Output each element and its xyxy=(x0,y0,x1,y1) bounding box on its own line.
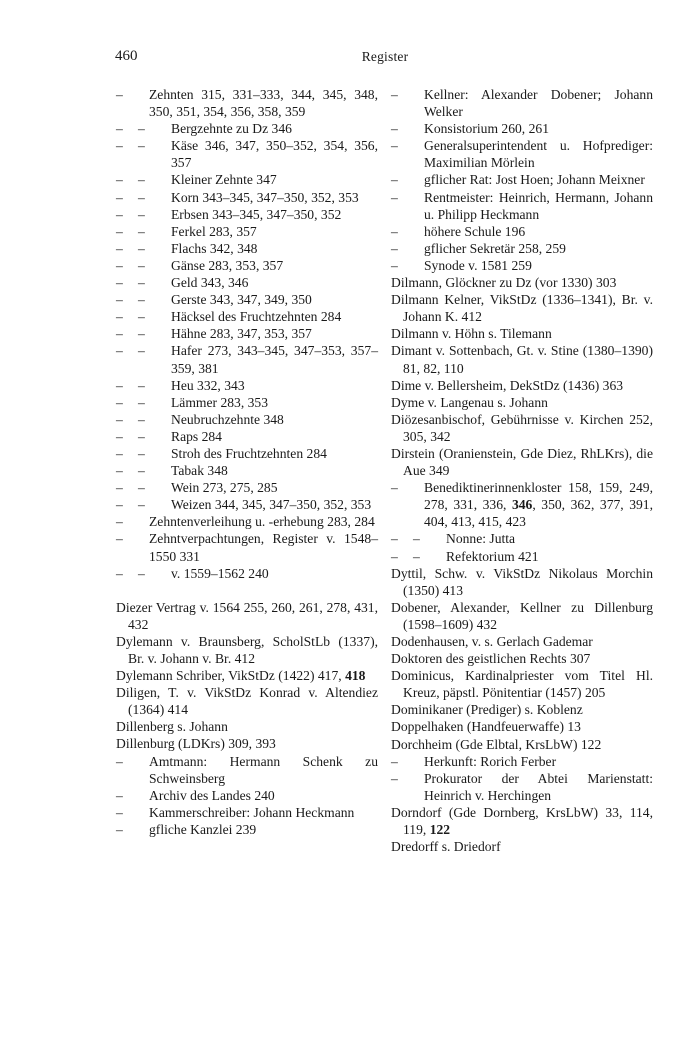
entry-text: höhere Schule 196 xyxy=(424,223,526,239)
entry-text: Refektorium 421 xyxy=(446,548,539,564)
entry-text: Dominikaner (Prediger) s. Koblenz xyxy=(391,702,583,718)
dash-marker: – xyxy=(116,531,123,547)
dash-marker: – xyxy=(116,257,123,273)
index-subentry xyxy=(391,753,653,770)
entry-text: Kammerschreiber: Johann Heckmann xyxy=(149,804,355,820)
dash-marker: – xyxy=(391,223,398,239)
page-number: 460 xyxy=(115,48,138,64)
dash-marker: – xyxy=(413,531,420,547)
dash-marker: – xyxy=(116,206,123,222)
entry-text: Dirstein (Oranienstein, Gde Diez, RhLKrs), die Aue 349 xyxy=(391,445,653,479)
index-entry xyxy=(391,599,653,633)
entry-text: Dorchheim (Gde Elbtal, KrsLbW) 122 xyxy=(391,736,602,752)
index-subentry xyxy=(116,462,378,479)
dash-marker: – xyxy=(138,480,145,496)
index-entry xyxy=(391,838,653,855)
entry-text: Dodenhausen, v. s. Gerlach Gademar xyxy=(391,634,593,649)
index-subentry xyxy=(116,753,378,787)
index-entry xyxy=(391,377,653,394)
dash-marker: – xyxy=(138,463,145,479)
dash-marker: – xyxy=(391,240,398,256)
index-entry xyxy=(391,701,653,718)
entry-text: Diözesanbischof, Gebührnisse v. Kirchen 252, 305, 342 xyxy=(391,411,653,444)
entry-text: Dimant v. Sottenbach, Gt. v. Stine (1380–1390) 81, 82, 110 xyxy=(391,343,653,376)
dash-marker: – xyxy=(138,411,145,427)
index-entry xyxy=(391,394,653,411)
dash-marker: – xyxy=(116,172,123,188)
index-subentry xyxy=(116,308,378,325)
dash-marker: – xyxy=(116,292,123,308)
dash-marker: – xyxy=(391,172,398,188)
index-subentry xyxy=(391,223,653,240)
dash-marker: – xyxy=(116,121,123,137)
index-subentry xyxy=(116,223,378,240)
entry-text: Ferkel 283, 357 xyxy=(171,223,257,239)
entry-text: Hähne 283, 347, 353, 357 xyxy=(171,326,312,342)
entry-text: Dillenburg (LDKrs) 309, 393 xyxy=(116,736,276,752)
entry-text: Nonne: Jutta xyxy=(446,531,516,547)
entry-text: Lämmer 283, 353 xyxy=(171,394,269,410)
index-entry xyxy=(116,735,378,752)
dash-marker: – xyxy=(138,497,145,513)
dash-marker: – xyxy=(116,240,123,256)
index-subentry xyxy=(116,274,378,291)
entry-text: Tabak 348 xyxy=(171,463,228,479)
index-subentry xyxy=(391,171,653,188)
index-subentry xyxy=(116,206,378,223)
dash-marker: – xyxy=(116,326,123,342)
index-entry xyxy=(391,718,653,735)
dash-marker: – xyxy=(116,787,123,803)
index-entry xyxy=(391,633,653,650)
dash-marker: – xyxy=(138,343,145,359)
index-entry xyxy=(391,565,653,599)
index-subentry xyxy=(391,548,653,565)
index-subentry xyxy=(116,137,378,171)
index-entry xyxy=(391,325,653,342)
entry-text: Herkunft: Rorich Ferber xyxy=(424,753,557,769)
index-entry xyxy=(116,599,378,633)
dash-marker: – xyxy=(116,804,123,820)
dash-marker: – xyxy=(138,275,145,291)
entry-text: Doppelhaken (Handfeuerwaffe) 13 xyxy=(391,719,581,735)
index-subentry xyxy=(116,479,378,496)
index-subentry xyxy=(116,120,378,137)
section-gap xyxy=(116,582,378,599)
entry-text: Kellner: Alexander Dobener; Johann Welker xyxy=(424,87,653,120)
entry-text: Dyme v. Langenau s. Johann xyxy=(391,394,548,410)
dash-marker: – xyxy=(391,770,398,786)
dash-marker: – xyxy=(138,326,145,342)
index-entry xyxy=(391,291,653,325)
dash-marker: – xyxy=(116,497,123,513)
entry-text: Rentmeister: Heinrich, Hermann, Johann u. Philipp Heckmann xyxy=(424,189,653,222)
index-subentry xyxy=(116,411,378,428)
dash-marker: – xyxy=(391,480,398,496)
index-entry xyxy=(391,650,653,667)
entry-text: Stroh des Fruchtzehnten 284 xyxy=(171,445,327,461)
entry-text: Dime v. Bellersheim, DekStDz (1436) 363 xyxy=(391,377,624,393)
dash-marker: – xyxy=(391,548,398,564)
entry-text: Erbsen 343–345, 347–350, 352 xyxy=(171,206,342,222)
entry-text: Dillenberg s. Johann xyxy=(116,719,228,735)
index-subentry xyxy=(116,86,378,120)
entry-text: gflicher Sekretär 258, 259 xyxy=(424,240,566,256)
index-subentry xyxy=(116,189,378,206)
index-subentry xyxy=(116,565,378,582)
index-subentry xyxy=(116,394,378,411)
entry-text: Amtmann: Hermann Schenk zu Schweinsberg xyxy=(149,753,378,786)
entry-text: Diezer Vertrag v. 1564 255, 260, 261, 278, 431, 432 xyxy=(116,599,378,632)
dash-marker: – xyxy=(138,189,145,205)
dash-marker: – xyxy=(391,753,398,769)
entry-text: Geld 343, 346 xyxy=(171,275,249,291)
entry-text: Generalsuperintendent u. Hofprediger: Maximilian Mörlein xyxy=(424,138,653,171)
dash-marker: – xyxy=(116,514,123,530)
dash-marker: – xyxy=(138,206,145,222)
dash-marker: – xyxy=(138,121,145,137)
entry-text: Gänse 283, 353, 357 xyxy=(171,257,284,273)
index-entry xyxy=(391,736,653,753)
index-subentry xyxy=(116,257,378,274)
index-entry xyxy=(391,804,653,838)
index-subentry xyxy=(391,479,653,530)
index-entry xyxy=(116,633,378,667)
entry-text: Zehntenverleihung u. -erhebung 283, 284 xyxy=(149,514,375,530)
entry-text: Dilmann, Glöckner zu Dz (vor 1330) 303 xyxy=(391,275,617,291)
index-subentry xyxy=(116,821,378,838)
dash-marker: – xyxy=(413,548,420,564)
dash-marker: – xyxy=(116,189,123,205)
entry-text: Dominicus, Kardinalpriester vom Titel Hl. Kreuz, päpstl. Pönitentiar (1457) 205 xyxy=(391,668,653,701)
dash-marker: – xyxy=(138,428,145,444)
dash-marker: – xyxy=(138,240,145,256)
index-entry xyxy=(391,274,653,291)
entry-text: Korn 343–345, 347–350, 352, 353 xyxy=(171,189,359,205)
entry-text: Wein 273, 275, 285 xyxy=(171,480,278,496)
dash-marker: – xyxy=(116,463,123,479)
index-column-right xyxy=(391,86,653,855)
entry-text: Dredorff s. Driedorf xyxy=(391,839,501,855)
entry-text: Dilmann v. Höhn s. Tilemann xyxy=(391,326,552,342)
entry-text: gflicher Rat: Jost Hoen; Johann Meixner xyxy=(424,172,645,188)
dash-marker: – xyxy=(138,172,145,188)
bold-page-ref: 346 xyxy=(511,497,533,513)
index-subentry xyxy=(116,428,378,445)
entry-text: Archiv des Landes 240 xyxy=(149,787,275,803)
index-subentry xyxy=(116,804,378,821)
dash-marker: – xyxy=(116,394,123,410)
dash-marker: – xyxy=(116,309,123,325)
dash-marker: – xyxy=(138,309,145,325)
dash-marker: – xyxy=(391,87,398,102)
dash-marker: – xyxy=(138,138,145,154)
entry-text: Käse 346, 347, 350–352, 354, 356, 357 xyxy=(171,138,378,171)
dash-marker: – xyxy=(116,753,123,769)
dash-marker: – xyxy=(116,343,123,359)
entry-text: gfliche Kanzlei 239 xyxy=(149,821,257,837)
entry-text: Konsistorium 260, 261 xyxy=(424,121,549,137)
dash-marker: – xyxy=(116,821,123,837)
dash-marker: – xyxy=(138,565,145,581)
dash-marker: – xyxy=(116,138,123,154)
bold-page-ref: 418 xyxy=(345,668,366,684)
index-subentry xyxy=(391,240,653,257)
entry-text: Neubruchzehnte 348 xyxy=(171,411,284,427)
entry-text: Hafer 273, 343–345, 347–353, 357–359, 381 xyxy=(171,343,378,376)
index-subentry xyxy=(391,120,653,137)
index-subentry xyxy=(116,787,378,804)
dash-marker: – xyxy=(116,275,123,291)
index-subentry xyxy=(391,257,653,274)
index-entry xyxy=(391,667,653,701)
dash-marker: – xyxy=(116,223,123,239)
dash-marker: – xyxy=(138,223,145,239)
entry-text: Zehnten 315, 331–333, 344, 345, 348, 350, 351, 354, 356, 358, 359 xyxy=(149,87,378,120)
dash-marker: – xyxy=(116,377,123,393)
entry-text: Heu 332, 343 xyxy=(171,377,245,393)
entry-text: Flachs 342, 348 xyxy=(171,240,258,256)
entry-text: Synode v. 1581 259 xyxy=(424,257,532,273)
dash-marker: – xyxy=(138,292,145,308)
dash-marker: – xyxy=(116,411,123,427)
dash-marker: – xyxy=(138,445,145,461)
dash-marker: – xyxy=(116,480,123,496)
index-column-left xyxy=(116,86,378,838)
dash-marker: – xyxy=(391,189,398,205)
index-subentry xyxy=(116,377,378,394)
dash-marker: – xyxy=(391,257,398,273)
dash-marker: – xyxy=(391,121,398,137)
entry-text: Diligen, T. v. VikStDz Konrad v. Altendiez (1364) 414 xyxy=(116,685,378,718)
dash-marker: – xyxy=(391,138,398,154)
index-subentry xyxy=(116,291,378,308)
entry-text: Dylemann Schriber, VikStDz (1422) 417, xyxy=(116,668,346,684)
index-subentry xyxy=(116,171,378,188)
index-subentry xyxy=(391,770,653,804)
entry-text: Häcksel des Fruchtzehnten 284 xyxy=(171,309,342,325)
index-entry xyxy=(116,667,378,684)
entry-text: Dorndorf (Gde Dornberg, KrsLbW) 33, 114, 119, xyxy=(391,804,653,838)
entry-text: Dyttil, Schw. v. VikStDz Nikolaus Morchin (1350) 413 xyxy=(391,565,653,598)
index-subentry xyxy=(391,86,653,120)
dash-marker: – xyxy=(138,377,145,393)
entry-text-continued: , 350, 362, 377, 391, 404, 413, 415, 423 xyxy=(424,497,654,530)
entry-text: Dobener, Alexander, Kellner zu Dillenburg (1598–1609) 432 xyxy=(391,599,653,632)
index-subentry xyxy=(391,137,653,171)
dash-marker: – xyxy=(138,257,145,273)
index-subentry xyxy=(116,496,378,513)
entry-text: Dilmann Kelner, VikStDz (1336–1341), Br. v. Johann K. 412 xyxy=(391,292,653,325)
index-entry xyxy=(391,342,653,376)
entry-text: Doktoren des geistlichen Rechts 307 xyxy=(391,651,591,667)
index-entry xyxy=(391,445,653,479)
dash-marker: – xyxy=(391,531,398,547)
dash-marker: – xyxy=(116,428,123,444)
entry-text: Gerste 343, 347, 349, 350 xyxy=(171,292,312,308)
bold-page-ref: 122 xyxy=(429,822,451,838)
index-entry xyxy=(116,718,378,735)
entry-text: Kleiner Zehnte 347 xyxy=(171,172,277,188)
dash-marker: – xyxy=(116,565,123,581)
entry-text: Raps 284 xyxy=(171,428,222,444)
entry-text: Weizen 344, 345, 347–350, 352, 353 xyxy=(171,497,372,513)
entry-text: Zehntverpachtungen, Register v. 1548–1550 331 xyxy=(149,531,378,564)
index-entry xyxy=(116,684,378,718)
index-subentry xyxy=(116,342,378,376)
index-subentry xyxy=(116,325,378,342)
index-subentry xyxy=(116,513,378,530)
dash-marker: – xyxy=(138,394,145,410)
index-subentry xyxy=(116,530,378,564)
running-head: Register xyxy=(361,49,409,64)
entry-text: Benediktinerinnenkloster 158, 159, 249, 278, 331, 336, xyxy=(424,480,653,513)
index-subentry xyxy=(391,530,653,547)
index-subentry xyxy=(116,240,378,257)
entry-text: Dylemann v. Braunsberg, ScholStLb (1337), Br. v. Johann v. Br. 412 xyxy=(116,633,378,666)
entry-text: Bergzehnte zu Dz 346 xyxy=(171,121,292,137)
index-subentry xyxy=(116,445,378,462)
index-subentry xyxy=(391,189,653,223)
entry-text: v. 1559–1562 240 xyxy=(171,565,269,581)
index-entry xyxy=(391,411,653,445)
dash-marker: – xyxy=(116,87,123,102)
entry-text: Prokurator der Abtei Marienstatt: Heinrich v. Herchingen xyxy=(424,770,653,803)
page-header xyxy=(115,48,655,68)
dash-marker: – xyxy=(116,445,123,461)
